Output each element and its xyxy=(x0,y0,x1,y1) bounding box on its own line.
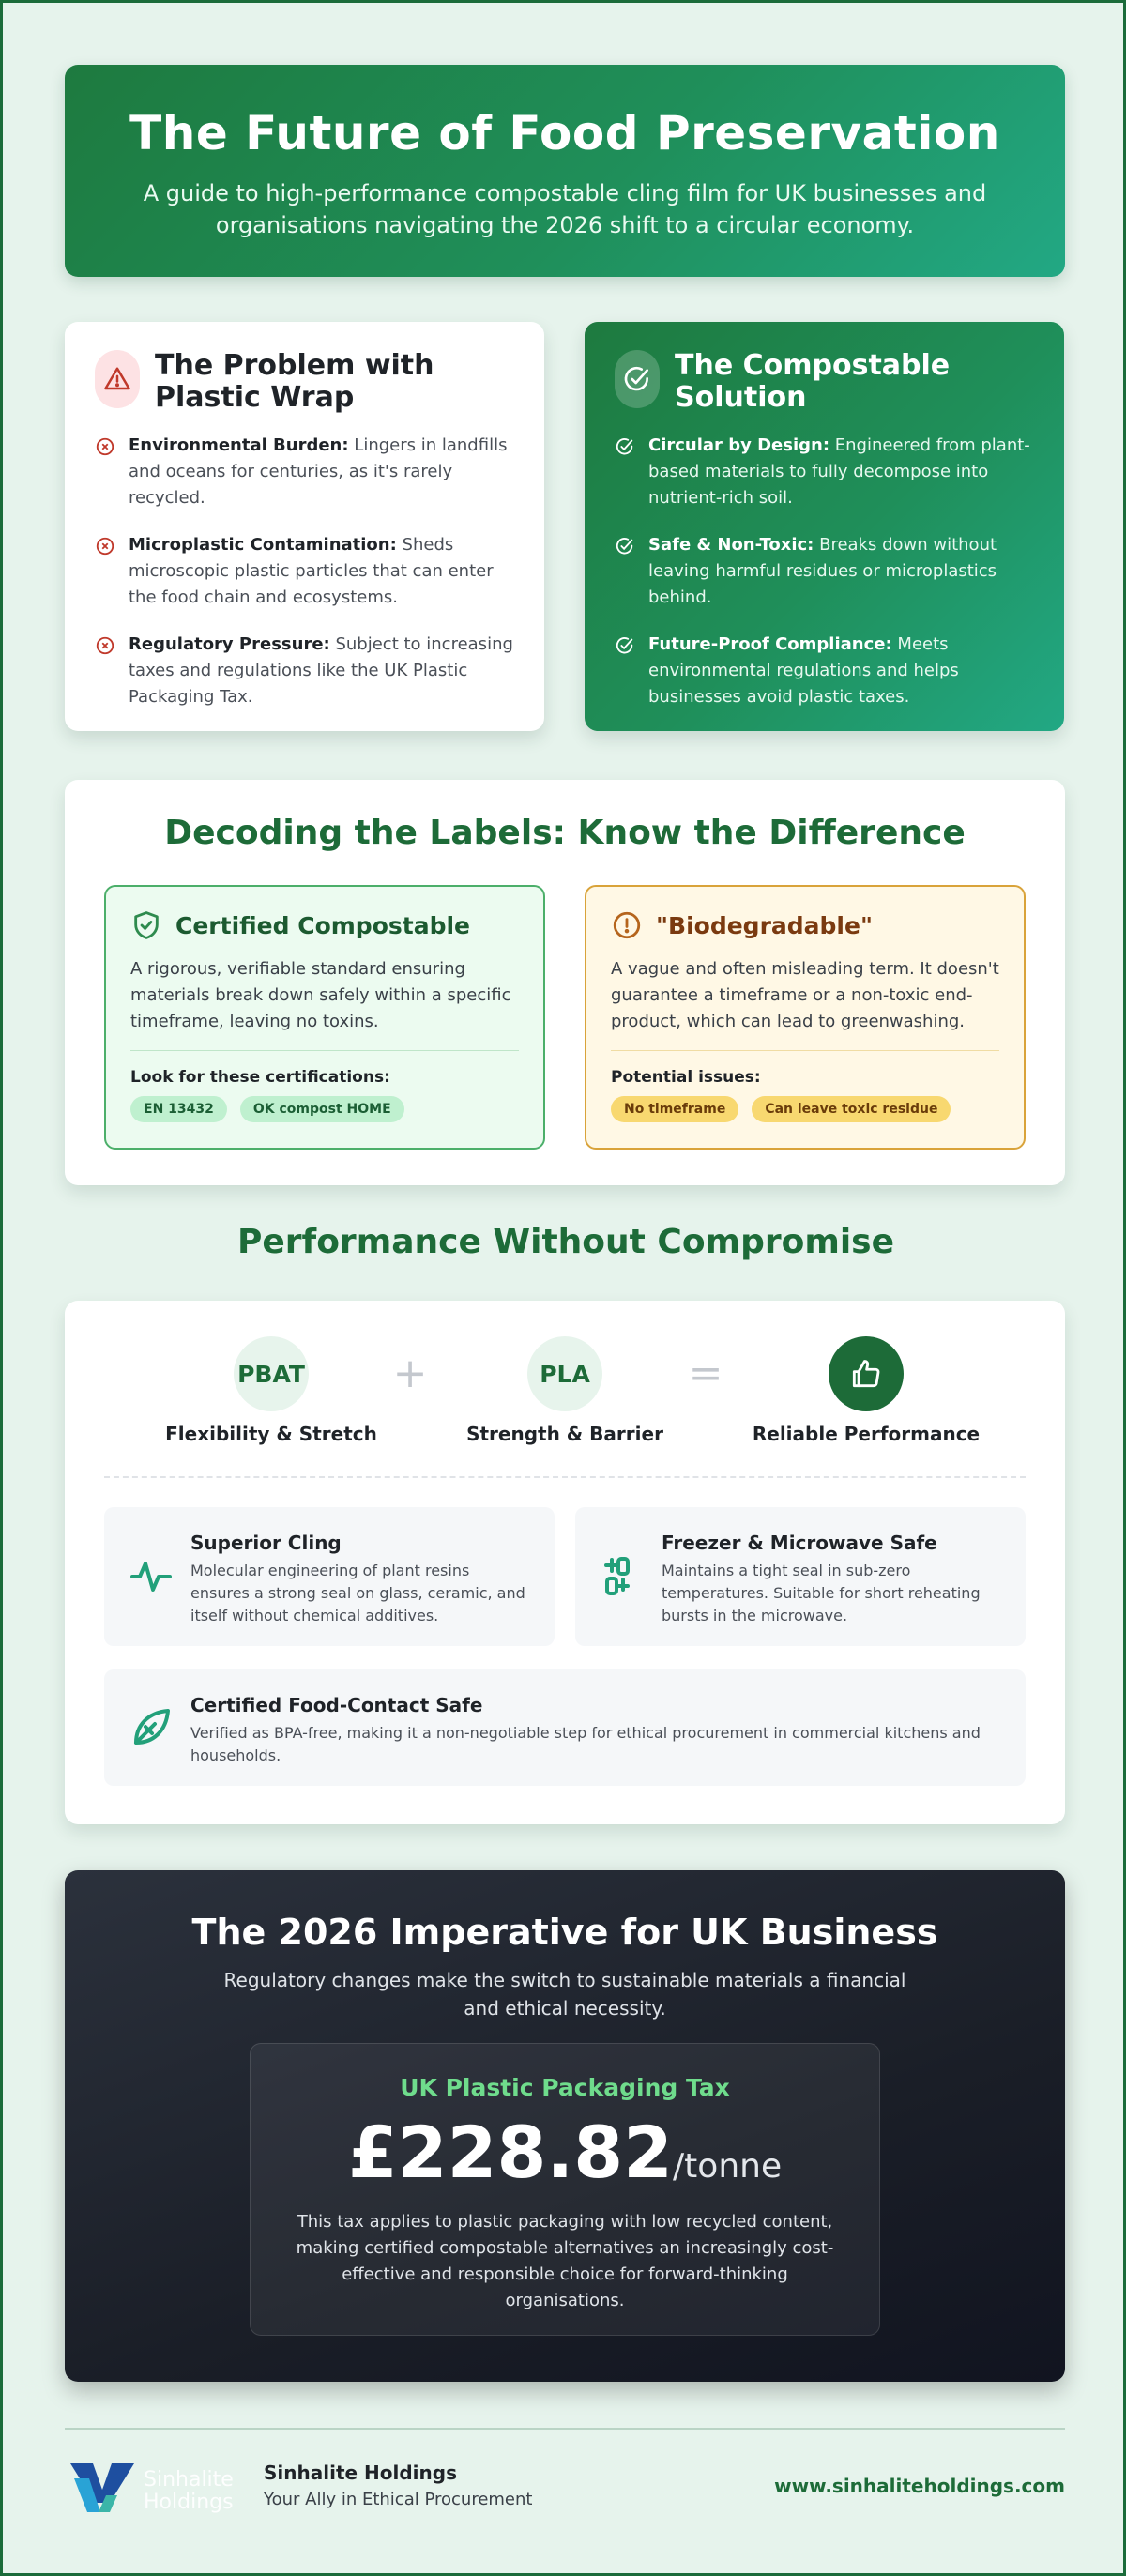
x-circle-icon xyxy=(95,536,115,556)
divider xyxy=(104,1476,1026,1478)
page-title: The Future of Food Preservation xyxy=(129,106,1000,160)
hero-banner xyxy=(65,65,1065,277)
thumbs-up-icon xyxy=(829,1336,904,1411)
tax-unit: /tonne xyxy=(673,2147,783,2186)
pbat-caption: Flexibility & Stretch xyxy=(165,1423,377,1445)
list-item: Environmental Burden: Lingers in landfills and oceans for centuries, as it's rarely recycled. xyxy=(95,433,516,511)
check-circle-icon xyxy=(615,350,660,408)
feature-text: Maintains a tight seal in sub-zero temperatures. Suitable for short reheating bursts in the microwave. xyxy=(662,1562,981,1624)
labels-section xyxy=(65,780,1065,1185)
pla-badge: PLA xyxy=(527,1336,602,1411)
check-circle-icon xyxy=(615,635,635,656)
footer xyxy=(65,2456,1065,2512)
x-circle-icon xyxy=(95,436,115,457)
feature-card xyxy=(104,1669,1026,1786)
imperative-subtitle: Regulatory changes make the switch to sustainable materials a financial and ethical necessity. xyxy=(223,1969,906,2020)
website-link[interactable]: www.sinhaliteholdings.com xyxy=(774,2475,1065,2497)
company-logo xyxy=(68,2458,247,2516)
feature-card xyxy=(104,1507,555,1646)
divider xyxy=(130,1050,519,1051)
shield-check-icon xyxy=(130,909,162,941)
list-item: Regulatory Pressure: Subject to increasing taxes and regulations like the UK Plastic Packaging Tax. xyxy=(95,632,516,710)
compostable-box xyxy=(104,885,545,1150)
feature-text: Verified as BPA-free, making it a non-negotiable step for ethical procurement in commercial kitchens and households. xyxy=(190,1724,981,1764)
check-circle-icon xyxy=(615,536,635,556)
x-circle-icon xyxy=(95,635,115,656)
tax-amount xyxy=(251,2111,879,2194)
pla-caption: Strength & Barrier xyxy=(466,1423,663,1445)
feature-title: Superior Cling xyxy=(190,1532,342,1554)
biodegradable-box xyxy=(585,885,1026,1150)
result-caption: Reliable Performance xyxy=(752,1423,981,1445)
tax-box xyxy=(250,2043,880,2336)
imperative-section xyxy=(65,1870,1065,2382)
company-name: Sinhalite Holdings xyxy=(264,2462,457,2484)
alert-circle-icon xyxy=(611,909,643,941)
performance-section xyxy=(65,1301,1065,1824)
biodegradable-title: "Biodegradable" xyxy=(656,911,873,939)
imperative-title: The 2026 Imperative for UK Business xyxy=(191,1912,938,1953)
page-subtitle: A guide to high-performance compostable cling film for UK businesses and organisations navigating the 2026 shift to a circular economy. xyxy=(143,180,987,238)
performance-title: Performance Without Compromise xyxy=(236,1223,895,1261)
material-formula xyxy=(65,1336,1065,1486)
pbat-badge: PBAT xyxy=(234,1336,309,1411)
list-item: Future-Proof Compliance: Meets environmental regulations and helps businesses avoid plastic taxes. xyxy=(615,632,1036,710)
issue-badge: Can leave toxic residue xyxy=(752,1096,951,1122)
svg-text:Sinhalite: Sinhalite xyxy=(144,2468,234,2492)
issues-heading: Potential issues: xyxy=(611,1068,761,1087)
list-item: Microplastic Contamination: Sheds microscopic plastic particles that can enter the food chain and ecosystems. xyxy=(95,532,516,611)
issue-badge: No timeframe xyxy=(611,1096,738,1122)
footer-divider xyxy=(65,2428,1065,2430)
solution-title: The Compostable Solution xyxy=(675,349,951,414)
feature-card xyxy=(575,1507,1026,1646)
solution-card xyxy=(585,322,1064,731)
temperature-icon xyxy=(600,1554,645,1599)
pbat-component xyxy=(149,1336,393,1445)
tax-description: This tax applies to plastic packaging with low recycled content, making certified compostable alternatives an increasingly cost-effective and responsible choice for forward-thinking organisations. xyxy=(296,2212,834,2310)
certifications-heading: Look for these certifications: xyxy=(130,1068,390,1087)
biodegradable-description: A vague and often misleading term. It doesn't guarantee a timeframe or a non-toxic end-product, which can lead to greenwashing. xyxy=(611,959,999,1031)
certification-badge: EN 13432 xyxy=(130,1096,227,1122)
equals-sign: = xyxy=(688,1349,723,1397)
leaf-icon xyxy=(129,1705,174,1750)
feature-title: Certified Food-Contact Safe xyxy=(190,1694,483,1716)
divider xyxy=(611,1050,999,1051)
list-item: Circular by Design: Engineered from plant-based materials to fully decompose into nutrient-rich soil. xyxy=(615,433,1036,511)
pulse-icon xyxy=(129,1554,174,1599)
compostable-description: A rigorous, verifiable standard ensuring materials break down safely within a specific timeframe, leaving no toxins. xyxy=(130,959,511,1031)
check-circle-icon xyxy=(615,436,635,457)
certification-badge: OK compost HOME xyxy=(240,1096,404,1122)
problem-title: The Problem with Plastic Wrap xyxy=(155,349,434,414)
tax-value: £228.82 xyxy=(347,2111,674,2194)
feature-text: Molecular engineering of plant resins ensures a strong seal on glass, ceramic, and itself without chemical additives. xyxy=(190,1562,525,1624)
tax-title: UK Plastic Packaging Tax xyxy=(400,2074,730,2101)
labels-title: Decoding the Labels: Know the Difference xyxy=(164,814,966,852)
compostable-title: Certified Compostable xyxy=(175,911,471,939)
feature-title: Freezer & Microwave Safe xyxy=(662,1532,937,1554)
warning-icon xyxy=(95,350,140,408)
plus-sign: + xyxy=(392,1349,428,1397)
svg-text:Holdings: Holdings xyxy=(144,2491,234,2514)
company-tagline: Your Ally in Ethical Procurement xyxy=(264,2490,533,2509)
result-component xyxy=(744,1336,988,1445)
problem-card xyxy=(65,322,544,731)
pla-component xyxy=(443,1336,687,1445)
list-item: Safe & Non-Toxic: Breaks down without leaving harmful residues or microplastics behind. xyxy=(615,532,1036,611)
